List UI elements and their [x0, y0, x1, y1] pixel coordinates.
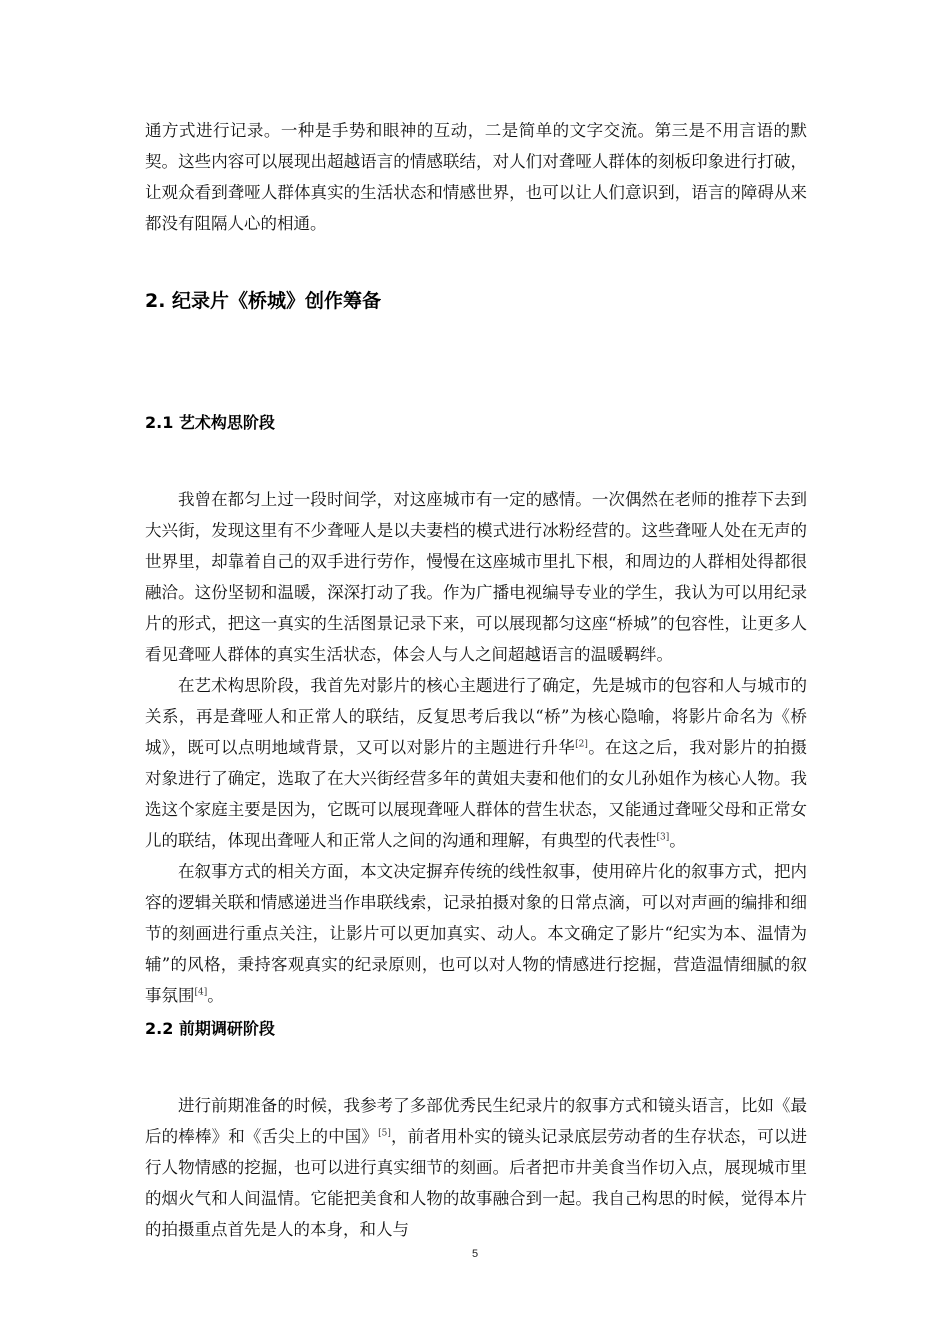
paragraph-text: 。 [669, 831, 686, 850]
page-number: 5 [471, 1248, 479, 1260]
citation-marker: [4] [194, 987, 208, 998]
section-2-1-body [145, 484, 807, 1011]
citation-marker: [2] [575, 739, 588, 750]
section-2-1-paragraph-2 [145, 670, 807, 856]
citation-marker: [3] [656, 832, 670, 843]
intro-paragraph: 通方式进行记录。一种是手势和眼神的互动，二是简单的文字交流。第三是不用言语的默契。这些内容可以展现出超越语言的情感联结，对人们对聋哑人群体的刻板印象进行打破，让观众看到聋哑人群体真实的生活状态和情感世界，也可以让人们意识到，语言的障碍从来都没有阻隔人心的相通。 [145, 121, 807, 233]
paragraph-text: ，前者用朴实的镜头记录底层劳动者的生存状态，可以进行人物情感的挖掘，也可以进行真实细节的刻画。后者把市井美食当作切入点，展现城市里的烟火气和人间温情。它能把美食和人物的故事融合到一起。我自己构思的时候，觉得本片的拍摄重点首先是人的本身，和人与 [145, 1127, 808, 1239]
section-2-1-paragraph-3 [145, 856, 807, 1011]
paragraph-text: 。 [207, 986, 224, 1005]
section-2-2-paragraph-1 [145, 1090, 807, 1245]
section-2-2-heading: 2.2 前期调研阶段 [145, 1019, 275, 1038]
section-2-2-body [145, 1090, 807, 1245]
section-2-1-paragraph-1: 我曾在都匀上过一段时间学，对这座城市有一定的感情。一次偶然在老师的推荐下去到大兴街，发现这里有不少聋哑人是以夫妻档的模式进行冰粉经营的。这些聋哑人处在无声的世界里，却靠着自己的双手进行劳作，慢慢在这座城市里扎下根，和周边的人群相处得都很融洽。这份坚韧和温暖，深深打动了我。作为广播电视编导专业的学生，我认为可以用纪录片的形式，把这一真实的生活图景记录下来，可以展现都匀这座“桥城”的包容性，让更多人看见聋哑人群体的真实生活状态，体会人与人之间超越语言的温暖羁绊。 [145, 490, 807, 664]
section-2-1-heading: 2.1 艺术构思阶段 [145, 413, 275, 432]
paragraph-text: 进行前期准备的时候，我参考了多部优秀民生纪录片的叙事方式和镜头语言，比如《最后的棒棒》和《舌尖上的中国》 [145, 1096, 807, 1146]
paragraph-text: 。在这之后，我对影片的拍摄对象进行了确定，选取了在大兴街经营多年的黄姐夫妻和他们的女儿孙姐作为核心人物。我选这个家庭主要是因为，它既可以展现聋哑人群体的营生状态，又能通过聋哑父母和正常女儿的联结，体现出聋哑人和正常人之间的沟通和理解，有典型的代表性 [145, 738, 808, 850]
intro-paragraph-block [145, 115, 807, 239]
paragraph-text: 在叙事方式的相关方面，本文决定摒弃传统的线性叙事，使用碎片化的叙事方式，把内容的逻辑关联和情感递进当作串联线索，记录拍摄对象的日常点滴，可以对声画的编排和细节的刻画进行重点关注，让影片可以更加真实、动人。本文确定了影片“纪实为本、温情为辅”的风格，秉持客观真实的纪录原则，也可以对人物的情感进行挖掘，营造温情细腻的叙事氛围 [145, 862, 807, 1005]
section-2-heading: 2. 纪录片《桥城》创作筹备 [145, 290, 382, 312]
paragraph-text: 在艺术构思阶段，我首先对影片的核心主题进行了确定，先是城市的包容和人与城市的关系，再是聋哑人和正常人的联结，反复思考后我以“桥”为核心隐喻，将影片命名为《桥城》，既可以点明地域背景，又可以对影片的主题进行升华 [145, 676, 807, 757]
citation-marker: [5] [378, 1128, 391, 1139]
